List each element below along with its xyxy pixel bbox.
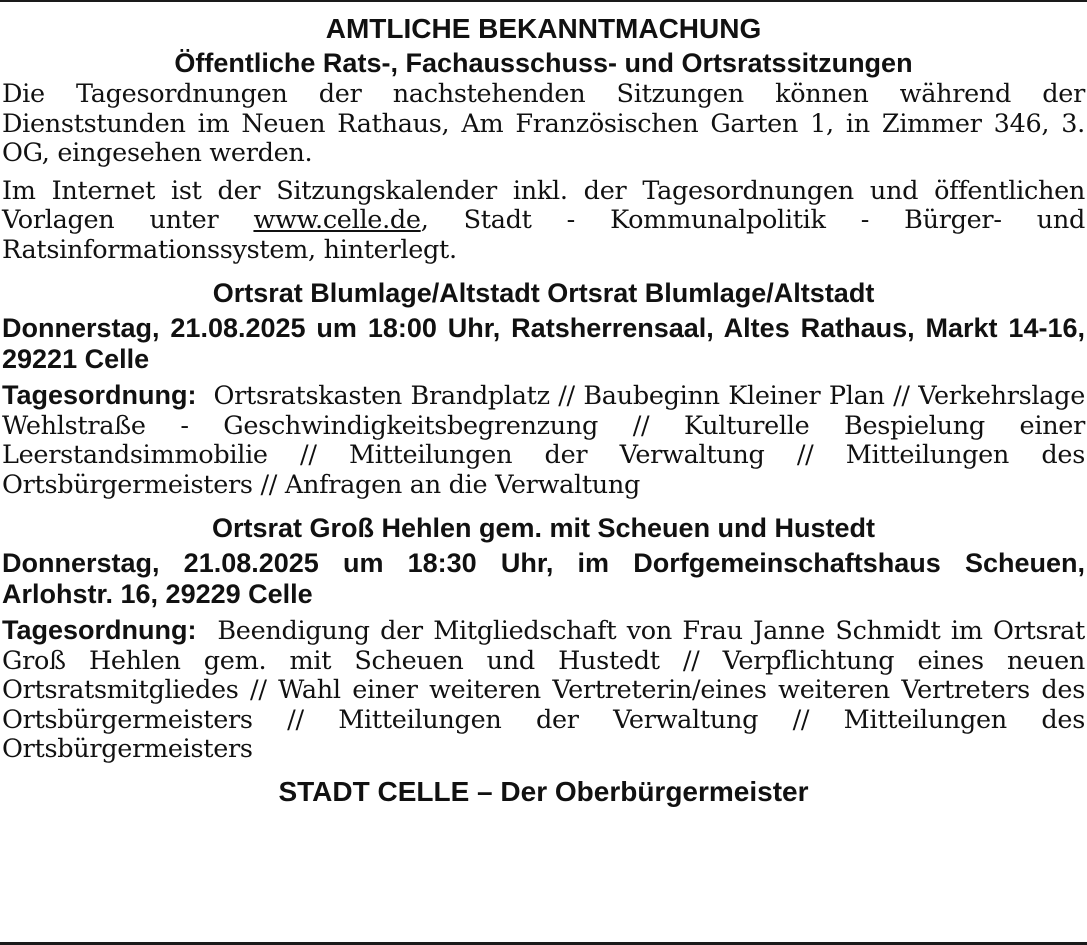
section-ortsrat-gross-hehlen (2, 512, 1085, 765)
intro-text-before-link: Im Internet ist der Sitzungskalender inkl. der Tagesordnungen und öffentlichen Vorlagen unter (2, 175, 1085, 235)
intro-text-after-link: , Stadt - Kommunalpolitik - Bürger- und Ratsinformationssystem, hinterlegt. (2, 205, 1085, 265)
notice-subtitle: Öffentliche Rats-, Fachausschuss- und Ortsratssitzungen (174, 48, 913, 78)
section-ortsrat-blumlage (2, 277, 1085, 500)
agenda-paragraph (2, 381, 1085, 500)
website-link[interactable]: www.celle.de (253, 205, 421, 235)
section-title: Ortsrat Groß Hehlen gem. mit Scheuen und Hustedt (211, 513, 876, 543)
meeting-details: Donnerstag, 21.08.2025 um 18:30 Uhr, im Dorfgemeinschaftshaus Scheuen, Arlohstr. 16, 29229 Celle (2, 548, 1085, 609)
signature-line: STADT CELLE – Der Oberbürgermeister (278, 775, 809, 807)
agenda-label: Tagesordnung: (2, 615, 197, 645)
section-title: Ortsrat Blumlage/Altstadt Ortsrat Blumlage/Altstadt (212, 278, 875, 308)
agenda-paragraph (2, 616, 1085, 765)
agenda-label: Tagesordnung: (2, 380, 197, 410)
intro-paragraph-1: Die Tagesordnungen der nachstehenden Sitzungen können während der Dienststunden im Neuen Rathaus, Am Französischen Garten 1, in Zimmer 346, 3. OG, eingesehen werden. (2, 79, 1085, 168)
intro-paragraph-2 (2, 177, 1085, 266)
agenda-text: Beendigung der Mitgliedschaft von Frau Janne Schmidt im Ortsrat Groß Hehlen gem. mit Scheuen und Hustedt // Verpflichtung eines neuen Ortsratsmitgliedes // Wahl einer weiteren Vertreterin/eines weiteren Vertreters des Ortsbürgermeisters // Mitteilungen der Verwaltung // Mitteilungen des Ortsbürgermeisters (2, 616, 1085, 764)
notice-title: AMTLICHE BEKANNTMACHUNG (325, 13, 762, 44)
meeting-details: Donnerstag, 21.08.2025 um 18:00 Uhr, Ratsherrensaal, Altes Rathaus, Markt 14-16, 29221 Celle (2, 313, 1085, 374)
agenda-text: Ortsratskasten Brandplatz // Baubeginn Kleiner Plan // Verkehrslage Wehlstraße - Geschwindigkeitsbegrenzung // Kulturelle Bespielung einer Leerstandsimmobilie // Mitteilungen der Verwaltung // Mitteilungen des Ortsbürgermeisters // Anfragen an die Verwaltung (2, 381, 1085, 500)
